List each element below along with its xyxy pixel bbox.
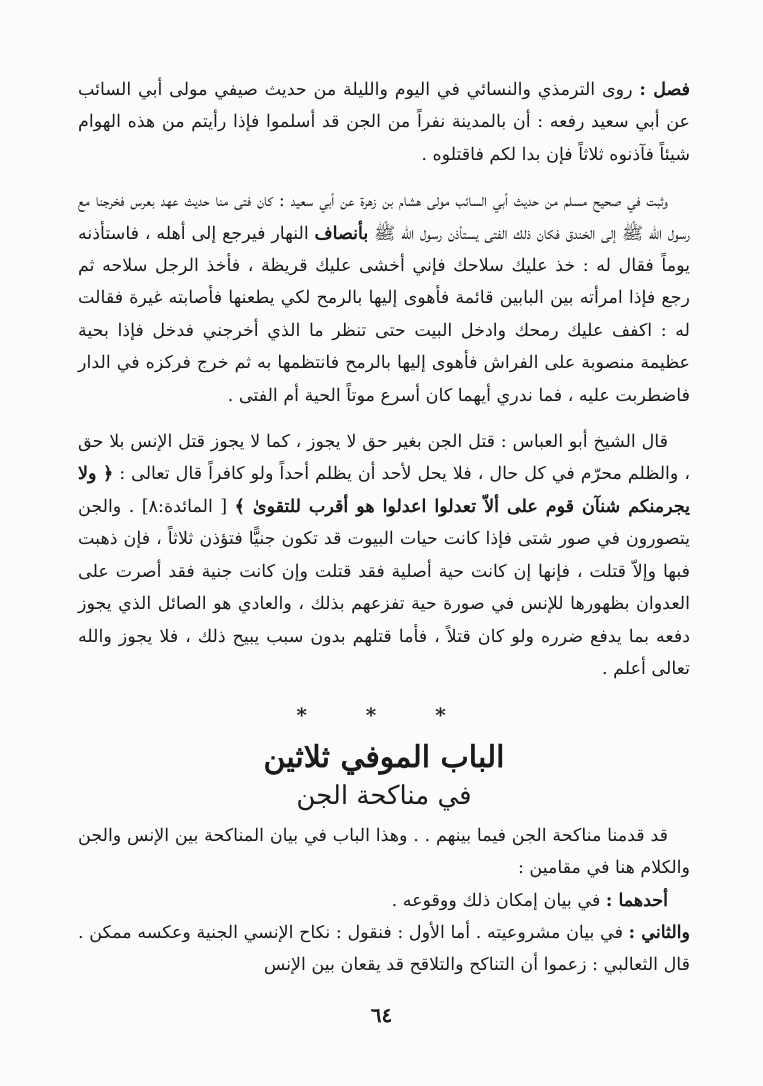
fasl-text: روى الترمذي والنسائي في اليوم والليلة من حديث صيفي مولى أبي السائب عن أبي سعيد رفعه : أن بالمدينة نفراً من الجن قد أسلموا فإذا رأيتم من هذه الهوام شيئاً فآذنوه ثلاثاً فإن بدا لكم فاقتلوه . bbox=[78, 80, 690, 165]
list-item-second bbox=[78, 917, 690, 982]
hadith-bold-word: بأنصاف bbox=[314, 223, 369, 244]
paragraph-muslim-hadith bbox=[78, 185, 690, 412]
abbas-text-part1: قال الشيخ أبو العباس : قتل الجن بغير حق لا يجوز ، كما لا يجوز قتل الإنس بلا حق ، والظلم محرّم في كل حال ، فلا يحل لأحد أن يظلم أحداً ولو كافراً قال تعالى : bbox=[78, 432, 690, 485]
list-item-first bbox=[78, 885, 690, 917]
hadith-text-part1: وثبت في صحيح مسلم من حديث أبي السائب مولى هشام بن زهرة عن أبي سعيد : كان فتى منا حديث عهد بعرس فخرجنا مع رسول الله ﷺ إلى الخندق فكان ذلك الفتى يستأذن رسول الله ﷺ bbox=[78, 191, 690, 244]
chapter-intro: قد قدمنا مناكحة الجن فيما بينهم . . وهذا الباب في بيان المناكحة بين الإنس والجن والكلام هنا في مقامين : bbox=[78, 825, 690, 879]
page-body bbox=[78, 74, 690, 982]
item-first-label: أحدهما : bbox=[605, 890, 668, 911]
chapter-subtitle: في مناكحة الجن bbox=[296, 780, 472, 811]
abbas-text-part2: [ المائدة:٨] . والجن يتصورون في صور شتى فإذا كانت حيات البيوت قد تكون جنيًّا فتؤذن ثلاثاً ، فإن ذهبت فبها وإلاّ قتلت ، فإنها إن كانت حية أصلية فقد قتلت وإن كانت جنية فقد أصرت على العدوان بظهورها للإنس في صورة حية تفزعهم بذلك ، والعادي هو الصائل الذي يجوز دفعه بما يدفع ضرره ولو كان قتلاً ، فأما قتلهم بدون سبب يبيح ذلك ، فلا يجوز والله تعالى أعلم . bbox=[78, 496, 690, 679]
quran-verse: ﴿ ولا يجرمنكم شنآن قوم على ألاّ تعدلوا اعدلوا هو أقرب للتقوىٰ ﴾ bbox=[78, 464, 690, 517]
item-first-text: في بيان إمكان ذلك ووقوعه . bbox=[391, 890, 606, 911]
paragraph-fasl bbox=[78, 74, 690, 171]
paragraph-abu-alabbas bbox=[78, 426, 690, 685]
page-number: ٦٤ bbox=[370, 1003, 393, 1027]
fasl-heading: فصل : bbox=[639, 80, 690, 100]
hadith-text-part2: النهار فيرجع إلى أهله ، فاستأذنه يوماً فقال له : خذ عليك سلاحك فإني أخشى عليك قريظة ، فأخذ الرجل سلاحه ثم رجع فإذا امرأته بين البابين قائمة فأهوى إليها بالرمح لكي يطعنها فأصابته غيرة فقالت له : اكفف عليك رمحك وادخل البيت حتى تنظر ما الذي أخرجني فدخل فإذا بحية عظيمة منصوبة على الفراش فأهوى إليها بالرمح فانتظمها به ثم خرج فركزه في الدار فاضطربت عليه ، فما ندري أيهما كان أسرع موتاً الحية أم الفتى . bbox=[78, 223, 690, 406]
item-second-label: والثاني : bbox=[628, 922, 690, 943]
section-separator: * * * bbox=[296, 703, 472, 728]
chapter-title: الباب الموفي ثلاثين bbox=[263, 739, 505, 775]
item-second-text: في بيان مشروعيته . أما الأول : فنقول : نكاح الإنسي الجنية وعكسه ممكن . قال الثعالبي : زعموا أن التناكح والتلاقح قد يقعان بين الإنس bbox=[78, 922, 690, 976]
